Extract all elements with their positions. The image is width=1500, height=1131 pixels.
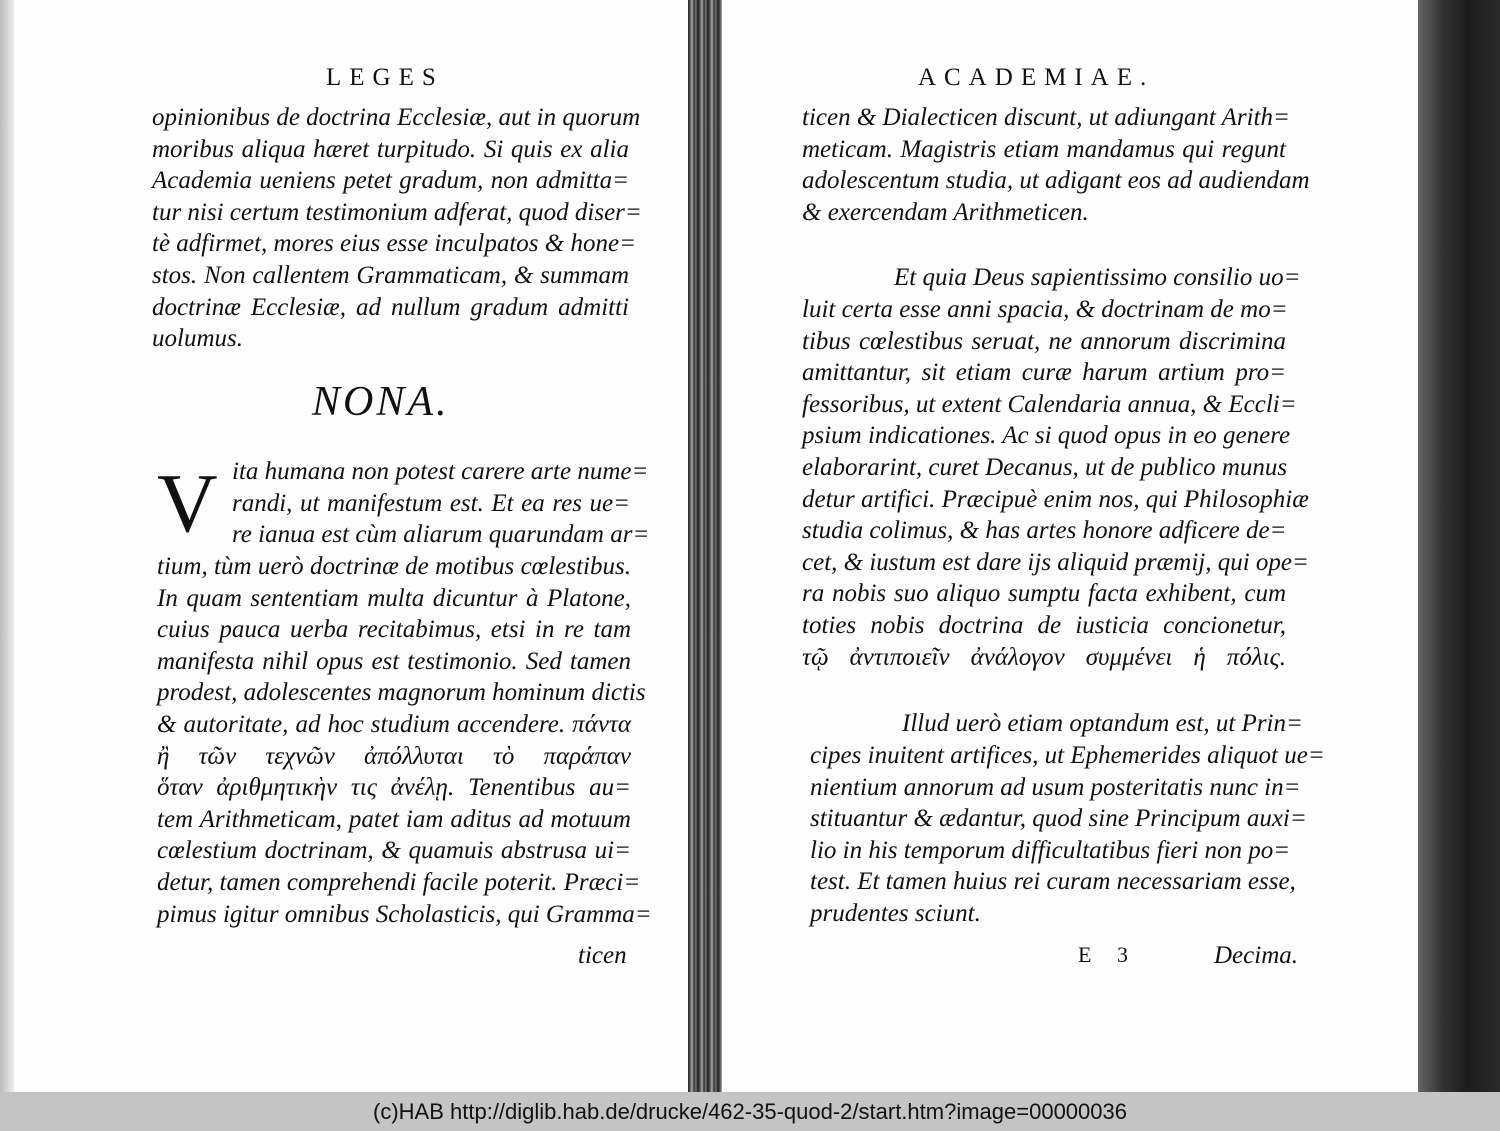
- right-page: [722, 0, 1420, 1092]
- text-line: pimus igitur omnibus Scholasticis, qui Gramma=: [157, 900, 652, 928]
- right-paragraph-1: [802, 102, 1310, 228]
- left-body-paragraph: [157, 551, 652, 930]
- text-line: ticen & Dialecticen discunt, ut adiungant Arith=: [802, 104, 1290, 131]
- text-line: Et quia Deus sapientissimo consilio uo=: [894, 264, 1301, 291]
- text-line: cuius pauca uerba recitabimus, etsi in re tam: [157, 616, 631, 644]
- section-title: NONA.: [312, 379, 450, 425]
- right-paragraph-3-first-line: [902, 708, 1303, 740]
- text-line: opinionibus de doctrina Ecclesiæ, aut in quorum: [152, 104, 641, 131]
- text-line: stos. Non callentem Grammaticam, & summam: [152, 261, 629, 289]
- left-page: [0, 0, 691, 1092]
- text-line: nientium annorum ad usum posteritatis nunc in=: [810, 773, 1301, 801]
- signature-mark: E 3: [1078, 942, 1138, 967]
- text-line: tur nisi certum testimonium adferat, quod diser=: [152, 198, 642, 226]
- text-line: adolescentum studia, ut adigant eos ad audiendam: [802, 167, 1310, 195]
- text-line: meticam. Magistris etiam mandamus qui regunt: [802, 135, 1286, 163]
- text-line: ita humana non potest carere arte nume=: [232, 458, 649, 485]
- text-line: ὅταν ἀριθμητικὴν τις ἀνέλῃ. Tenentibus au=: [157, 774, 631, 802]
- drop-cap: V: [157, 457, 218, 550]
- catchword-right: Decima.: [1214, 942, 1298, 969]
- text-line: tè adfirmet, mores eius esse inculpatos & hone=: [152, 230, 636, 258]
- text-line: detur artifici. Præcipuè enim nos, qui Philosophiæ: [802, 485, 1309, 513]
- page-edge-shadow: [0, 0, 14, 1092]
- text-line: lio in his temporum difficultatibus fieri non po=: [810, 836, 1291, 864]
- text-line: prudentes sciunt.: [810, 899, 981, 927]
- text-line: psium indicationes. Ac si quod opus in eo genere: [802, 422, 1291, 450]
- text-line: re ianua est cùm aliarum quarundam ar=: [232, 521, 650, 549]
- text-line: prodest, adolescentes magnorum hominum dictis: [157, 679, 646, 707]
- text-line: doctrinæ Ecclesiæ, ad nullum gradum admitti: [152, 293, 629, 321]
- text-line: Illud uerò etiam optandum est, ut Prin=: [902, 710, 1303, 737]
- text-line: manifesta nihil opus est testimonio. Sed tamen: [157, 647, 631, 675]
- text-line: Academia ueniens petet gradum, non admitta=: [152, 167, 629, 195]
- copyright-footer: (c)HAB http://diglib.hab.de/drucke/462-35-quod-2/start.htm?image=00000036: [0, 1092, 1500, 1131]
- text-line: toties nobis doctrina de iusticia concionetur,: [802, 611, 1286, 639]
- text-line: test. Et tamen huius rei curam necessariam esse,: [810, 868, 1296, 896]
- text-line: cet, & iustum est dare ijs aliquid præmij, qui ope=: [802, 548, 1309, 576]
- running-head-right: ACADEMIAE.: [918, 64, 1155, 91]
- text-line: In quam sententiam multa dicuntur à Platone,: [157, 584, 631, 612]
- right-paragraph-3: [810, 740, 1325, 930]
- text-line: & autoritate, ad hoc studium accendere. πάντα: [157, 710, 631, 738]
- text-line: tem Arithmeticam, patet iam aditus ad motuum: [157, 805, 631, 833]
- scan-background-edge: [1418, 0, 1500, 1092]
- text-line: amittantur, sit etiam curæ harum artium pro=: [802, 359, 1286, 387]
- left-indented-lines: [232, 456, 650, 551]
- text-line: ra nobis suo aliquo sumptu facta exhibent, cum: [802, 580, 1286, 608]
- right-paragraph-2: [802, 294, 1309, 673]
- right-paragraph-2-first-line: [894, 262, 1301, 294]
- text-line: stituantur & ædantur, quod sine Principum auxi=: [810, 805, 1307, 833]
- text-line: luit certa esse anni spacia, & doctrinam de mo=: [802, 296, 1288, 323]
- greek-text-line: τῷ ἀντιποιεῖν ἀνάλογον συμμένει ἡ πόλις.: [802, 643, 1286, 671]
- running-head-left: LEGES: [326, 64, 444, 91]
- text-line: studia colimus, & has artes honore adficere de=: [802, 517, 1287, 545]
- text-line: fessoribus, ut extent Calendaria annua, & Eccli=: [802, 390, 1297, 418]
- text-line: randi, ut manifestum est. Et ea res ue=: [232, 489, 630, 517]
- text-line: detur, tamen comprehendi facile poterit. Præci=: [157, 868, 641, 896]
- book-gutter: [688, 0, 724, 1092]
- left-top-paragraph: [152, 102, 642, 355]
- text-line: tium, tùm uerò doctrinæ de motibus cœlestibus.: [157, 553, 631, 580]
- text-line: uolumus.: [152, 325, 243, 353]
- text-line: cipes inuitent artifices, ut Ephemerides aliquot ue=: [810, 742, 1325, 769]
- text-line: tibus cœlestibus seruat, ne annorum discrimina: [802, 327, 1286, 355]
- text-line: moribus aliqua hæret turpitudo. Si quis ex alia: [152, 135, 629, 163]
- catchword-left: ticen: [578, 942, 627, 969]
- text-line: & exercendam Arithmeticen.: [802, 198, 1089, 226]
- text-line: cœlestium doctrinam, & quamuis abstrusa ui=: [157, 837, 631, 865]
- text-line: elaborarint, curet Decanus, ut de publico munus: [802, 453, 1288, 481]
- text-line: ἢ τῶν τεχνῶν ἀπόλλυται τὸ παράπαν: [157, 742, 631, 770]
